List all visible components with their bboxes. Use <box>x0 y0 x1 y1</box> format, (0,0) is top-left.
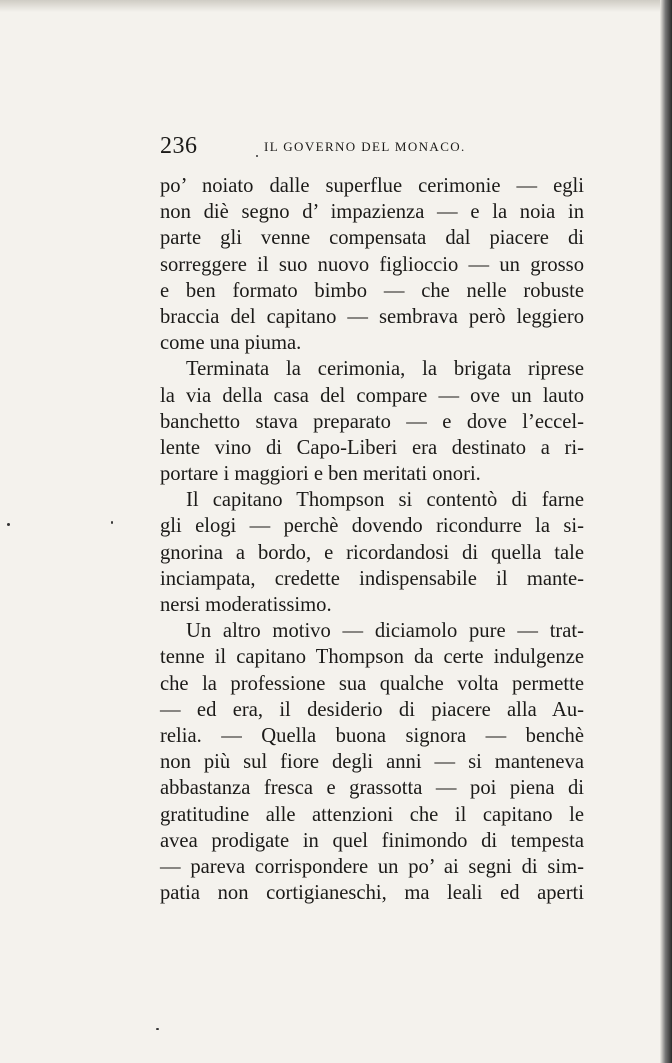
text-line: — pareva corrispondere un po’ ai segni di sim- <box>160 855 584 878</box>
text-line: patia non cortigianeschi, ma leali ed aperti <box>160 882 584 905</box>
text-line: parte gli venne compensata dal piacere di <box>160 227 584 250</box>
scan-speck <box>7 523 10 526</box>
page-top-edge <box>0 0 672 12</box>
text-line: la via della casa del compare — ove un lauto <box>160 384 584 407</box>
text-line: lente vino di Capo-Liberi era destinato a ri- <box>160 436 584 459</box>
text-line: — ed era, il desiderio di piacere alla Au- <box>160 698 584 721</box>
page-header <box>160 128 584 164</box>
text-line: banchetto stava preparato — e dove l’eccel- <box>160 410 584 433</box>
text-line: non più sul fiore degli anni — si manteneva <box>160 751 584 774</box>
text-line: gratitudine alle attenzioni che il capitano le <box>160 803 584 826</box>
text-line: nersi moderatissimo. <box>160 594 332 616</box>
text-line: sorreggere il suo nuovo figlioccio — un grosso <box>160 253 584 276</box>
text-line: abbastanza fresca e grassotta — poi piena di <box>160 777 584 800</box>
paragraph-first-line: Un altro motivo — diciamolo pure — trat- <box>186 620 584 643</box>
text-line: relia. — Quella buona signora — benchè <box>160 724 584 747</box>
page-number: 236 <box>160 133 198 159</box>
text-line: tenne il capitano Thompson da certe indulgenze <box>160 646 584 669</box>
text-line: gnorina a bordo, e ricordandosi di quella tale <box>160 541 584 564</box>
text-line: portare i maggiori e ben meritati onori. <box>160 463 481 486</box>
scan-speck <box>256 155 258 157</box>
running-title: IL GOVERNO DEL MONACO. <box>264 139 466 154</box>
body-text <box>160 173 584 906</box>
text-line: e ben formato bimbo — che nelle robuste <box>160 279 584 302</box>
scan-speck <box>111 521 113 524</box>
text-line: che la professione sua qualche volta permette <box>160 672 584 695</box>
text-line: non diè segno d’ impazienza — e la noia in <box>160 201 584 224</box>
paragraph-first-line: Terminata la cerimonia, la brigata riprese <box>186 358 584 381</box>
text-line: gli elogi — perchè dovendo ricondurre la si- <box>160 515 584 538</box>
text-line: avea prodigate in quel finimondo di tempesta <box>160 829 584 852</box>
paragraph-first-line: Il capitano Thompson si contentò di farne <box>186 489 584 512</box>
text-line: braccia del capitano — sembrava però leggiero <box>160 305 584 328</box>
page-binding-edge <box>660 0 672 1063</box>
text-line: inciampata, credette indispensabile il mante- <box>160 567 584 590</box>
text-line: come una piuma. <box>160 332 302 355</box>
scan-speck <box>156 1028 159 1030</box>
text-line: po’ noiato dalle superflue cerimonie — egli <box>160 175 584 197</box>
